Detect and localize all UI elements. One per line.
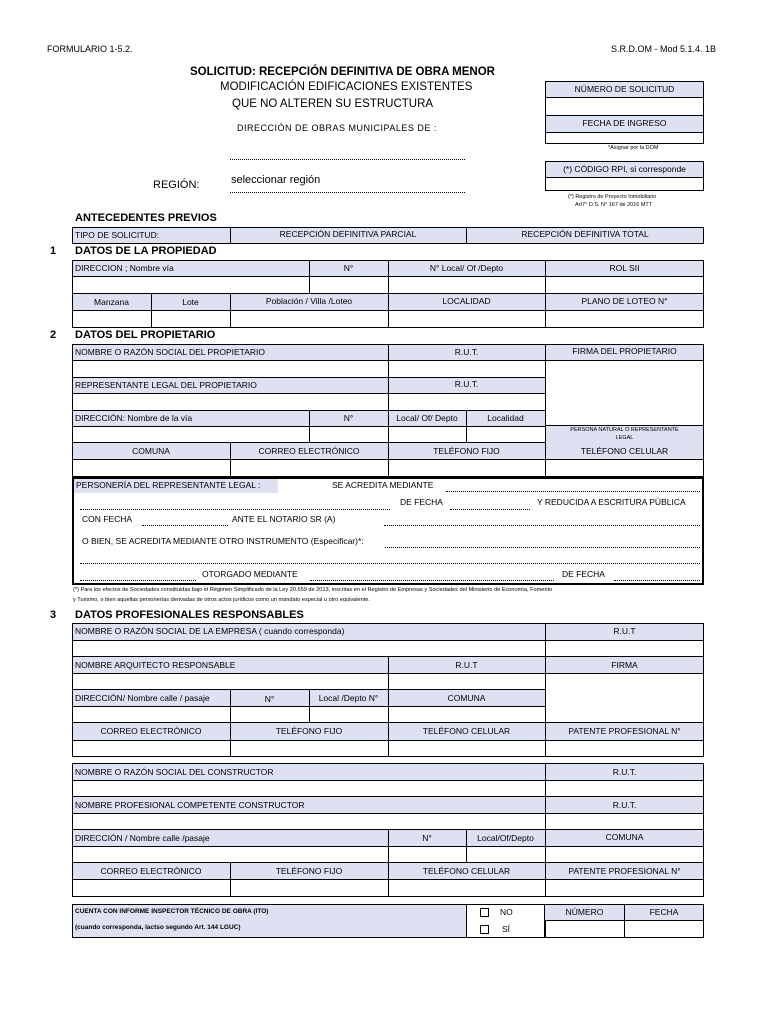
arq-comuna-label: COMUNA — [447, 692, 486, 703]
acredita-line-2[interactable] — [80, 509, 390, 510]
prop-fijo-label: TELÉFONO FIJO — [433, 445, 500, 456]
ito-fecha-label: FECHA — [649, 906, 679, 917]
section-2-number: 2 — [50, 329, 57, 341]
form-code: FORMULARIO 1-5.2. — [47, 44, 133, 54]
region-label: REGIÓN: — [153, 179, 200, 191]
ito-label-1: CUENTA CON INFORME INSPECTOR TÉCNICO DE OBRA (ITO) — [75, 908, 269, 915]
de-fecha-2-label: DE FECHA — [562, 569, 605, 579]
ito-numero-label: NÚMERO — [565, 906, 604, 917]
prop-rut-label: R.U.T. — [454, 346, 479, 357]
cons-patente-label: PATENTE PROFESIONAL N° — [568, 865, 681, 876]
ito-no-checkbox[interactable] — [480, 908, 489, 917]
de-fecha-line[interactable] — [450, 509, 530, 510]
numero-solicitud-label: NÚMERO DE SOLICITUD — [574, 83, 675, 94]
otorgado-line[interactable] — [310, 580, 554, 581]
section-1-title: DATOS DE LA PROPIEDAD — [75, 245, 217, 257]
representante-label: REPRESENTANTE LEGAL DEL PROPIETARIO — [75, 380, 257, 391]
arq-n-label: N° — [264, 693, 275, 704]
empresa-label: NOMBRE O RAZÓN SOCIAL DE LA EMPRESA ( cuando corresponda) — [75, 626, 345, 637]
cons-direccion-label: DIRECCIÓN / Nombre calle /pasaje — [75, 832, 210, 843]
tipo-solicitud-label: TIPO DE SOLICITUD: — [75, 230, 160, 241]
arq-correo-label: CORREO ELECTRÓNICO — [100, 726, 202, 737]
arq-celular-label: TELÉFONO CELULAR — [422, 726, 511, 737]
firma-propietario-area[interactable] — [545, 360, 704, 426]
profesional-label: NOMBRE PROFESIONAL COMPETENTE CONSTRUCTOR — [75, 799, 305, 810]
prop-poblacion-label: Población / Villa /Loteo — [265, 295, 353, 306]
profesional-input[interactable] — [72, 813, 704, 830]
prop-dir-label: DIRECCIÓN: Nombre de la vía — [75, 413, 193, 424]
otorgado-label: OTORGADO MEDIANTE — [202, 569, 298, 579]
rpi-note-2: Art7° D.S. N° 167 de 2016 MTT — [575, 202, 653, 208]
propietario-nombre-input[interactable] — [72, 360, 546, 378]
fecha-ingreso-label: FECHA DE INGRESO — [582, 117, 667, 128]
notario-label: ANTE EL NOTARIO SR (A) — [232, 514, 336, 524]
otorgado-pre-line[interactable] — [80, 580, 196, 581]
region-line — [230, 192, 465, 193]
antecedentes-heading: ANTECEDENTES PREVIOS — [75, 212, 217, 224]
personeria-label: PERSONERÍA DEL REPRESENTANTE LEGAL : — [76, 480, 261, 490]
con-fecha-line[interactable] — [142, 525, 228, 526]
acredita-line[interactable] — [446, 491, 700, 492]
constructor-input[interactable] — [72, 780, 704, 797]
prop-lote-label: Lote — [182, 296, 199, 307]
ito-no-label: NO — [500, 907, 513, 917]
firma-propietario-label: FIRMA DEL PROPIETARIO — [572, 345, 677, 356]
de-fecha-2-line[interactable] — [614, 580, 700, 581]
prop-local-label: N° Local/ Of /Depto — [429, 262, 504, 273]
cons-celular-label: TELÉFONO CELULAR — [422, 865, 511, 876]
representante-input[interactable] — [72, 393, 546, 411]
section-1-number: 1 — [50, 245, 57, 257]
prop-comuna-label: COMUNA — [132, 445, 170, 456]
notario-line[interactable] — [384, 525, 700, 526]
otro-instrumento-label: O BIEN, SE ACREDITA MEDIANTE OTRO INSTRUMENTO (Especificar)*: — [82, 536, 364, 546]
empresa-input[interactable] — [72, 640, 704, 657]
prop-manzana-label: Manzana — [94, 296, 129, 307]
prop-localidad-label: LOCALIDAD — [442, 295, 491, 306]
cons-correo-label: CORREO ELECTRÓNICO — [100, 865, 202, 876]
codigo-rpi-input[interactable] — [545, 177, 704, 191]
prop-correo-label: CORREO ELECTRÓNICO — [258, 445, 360, 456]
prop-rol-label: ROL SII — [609, 262, 640, 273]
cons-n-label: N° — [422, 832, 432, 843]
constructor-label: NOMBRE O RAZÓN SOCIAL DEL CONSTRUCTOR — [75, 766, 274, 777]
constructor-rut-label: R.U.T. — [612, 766, 637, 777]
prop-direccion-label: DIRECCION ; Nombre vía — [75, 262, 174, 273]
cons-comuna-label: COMUNA — [605, 831, 644, 842]
de-fecha-label: DE FECHA — [400, 497, 443, 507]
arq-fijo-label: TELÉFONO FIJO — [275, 726, 343, 737]
option-total[interactable]: RECEPCIÓN DEFINITIVA TOTAL — [521, 229, 649, 240]
footnote-2: y Turismo, o bien aquellas personerías derivadas de otros actos jurídicos como un mandato especial u otro equivalente. — [73, 597, 370, 603]
mod-code: S.R.D.OM - Mod 5.1.4. 1B — [611, 44, 717, 54]
arq-local-label: Local /Depto N° — [318, 692, 379, 703]
arquitecto-rut-label: R.U.T — [455, 659, 478, 670]
prop-plano-label: PLANO DE LOTEO N° — [581, 295, 668, 306]
rpi-note-1: (*) Registro de Proyecto Inmobiliario — [568, 194, 657, 200]
prop-dir-local-label: Local/ Of/ Depto — [396, 413, 458, 424]
personeria-box — [72, 477, 704, 585]
asignar-note: *Asignar por la DOM — [608, 145, 659, 151]
dom-label: DIRECCIÓN DE OBRAS MUNICIPALES DE : — [237, 123, 437, 133]
form-subtitle-1: MODIFICACIÓN EDIFICACIONES EXISTENTES — [220, 81, 473, 93]
prop-dir-localidad-label: Localidad — [487, 413, 524, 424]
codigo-rpi-label: (*) CÓDIGO RPI, si corresponde — [563, 164, 686, 175]
numero-solicitud-input[interactable] — [546, 98, 703, 115]
empresa-rut-label: R.U.T — [613, 626, 636, 637]
con-fecha-label: CON FECHA — [82, 514, 133, 524]
arq-patente-label: PATENTE PROFESIONAL N° — [568, 726, 681, 737]
otro-instrumento-line[interactable] — [385, 547, 700, 548]
persona-note-2: LEGAL — [615, 435, 634, 442]
prop-celular-label: TELÉFONO CELULAR — [580, 445, 669, 456]
cons-fijo-label: TELÉFONO FIJO — [275, 865, 343, 876]
reducida-label: Y REDUCIDA A ESCRITURA PÚBLICA — [537, 497, 686, 507]
form-subtitle-2: QUE NO ALTEREN SU ESTRUCTURA — [232, 98, 434, 110]
section-3-title: DATOS PROFESIONALES RESPONSABLES — [75, 609, 304, 621]
ito-si-checkbox[interactable] — [480, 925, 489, 934]
otro-instrumento-line-2[interactable] — [80, 563, 700, 564]
acredita-label: SE ACREDITA MEDIANTE — [332, 480, 434, 490]
form-title: SOLICITUD: RECEPCIÓN DEFINITIVA DE OBRA MENOR — [190, 66, 495, 78]
section-3-number: 3 — [50, 609, 57, 621]
ito-si-label: SÍ — [502, 924, 511, 934]
arquitecto-input[interactable] — [72, 673, 546, 690]
section-2-title: DATOS DEL PROPIETARIO — [75, 329, 216, 341]
fecha-ingreso-input[interactable] — [545, 132, 704, 144]
prop-dir-n-label: N° — [343, 413, 354, 424]
arq-direccion-label: DIRECCIÓN/ Nombre calle / pasaje — [75, 692, 210, 703]
arquitecto-firma-label: FIRMA — [611, 659, 638, 670]
persona-note-1: PERSONA NATURAL O REPRESENTANTE — [570, 427, 679, 434]
firma-arquitecto-area[interactable] — [545, 673, 704, 723]
cons-local-label: Local/Of/Depto — [477, 832, 534, 843]
prop-n-label: N° — [343, 262, 354, 273]
option-parcial[interactable]: RECEPCIÓN DEFINITIVA PARCIAL — [279, 229, 417, 240]
ito-label-2: (cuando corresponda, lactso segundo Art. 144 LGUC) — [75, 924, 241, 931]
arquitecto-label: NOMBRE ARQUITECTO RESPONSABLE — [75, 659, 236, 670]
region-select[interactable]: seleccionar región — [231, 174, 321, 186]
footnote-1: (*) Para los efectos de Sociedades constituidas bajo el Régimen Simplificado de la Ley 20.659 de 2013, inscritas en el Registro de Empresas y Sociedades del Ministerio de Economía, Fomento — [73, 587, 553, 593]
representante-rut-label: R.U.T. — [454, 378, 479, 389]
profesional-rut-label: R.U.T. — [612, 799, 637, 810]
prop-nombre-label: NOMBRE O RAZÓN SOCIAL DEL PROPIETARIO — [75, 346, 266, 357]
dom-line[interactable] — [230, 159, 465, 160]
